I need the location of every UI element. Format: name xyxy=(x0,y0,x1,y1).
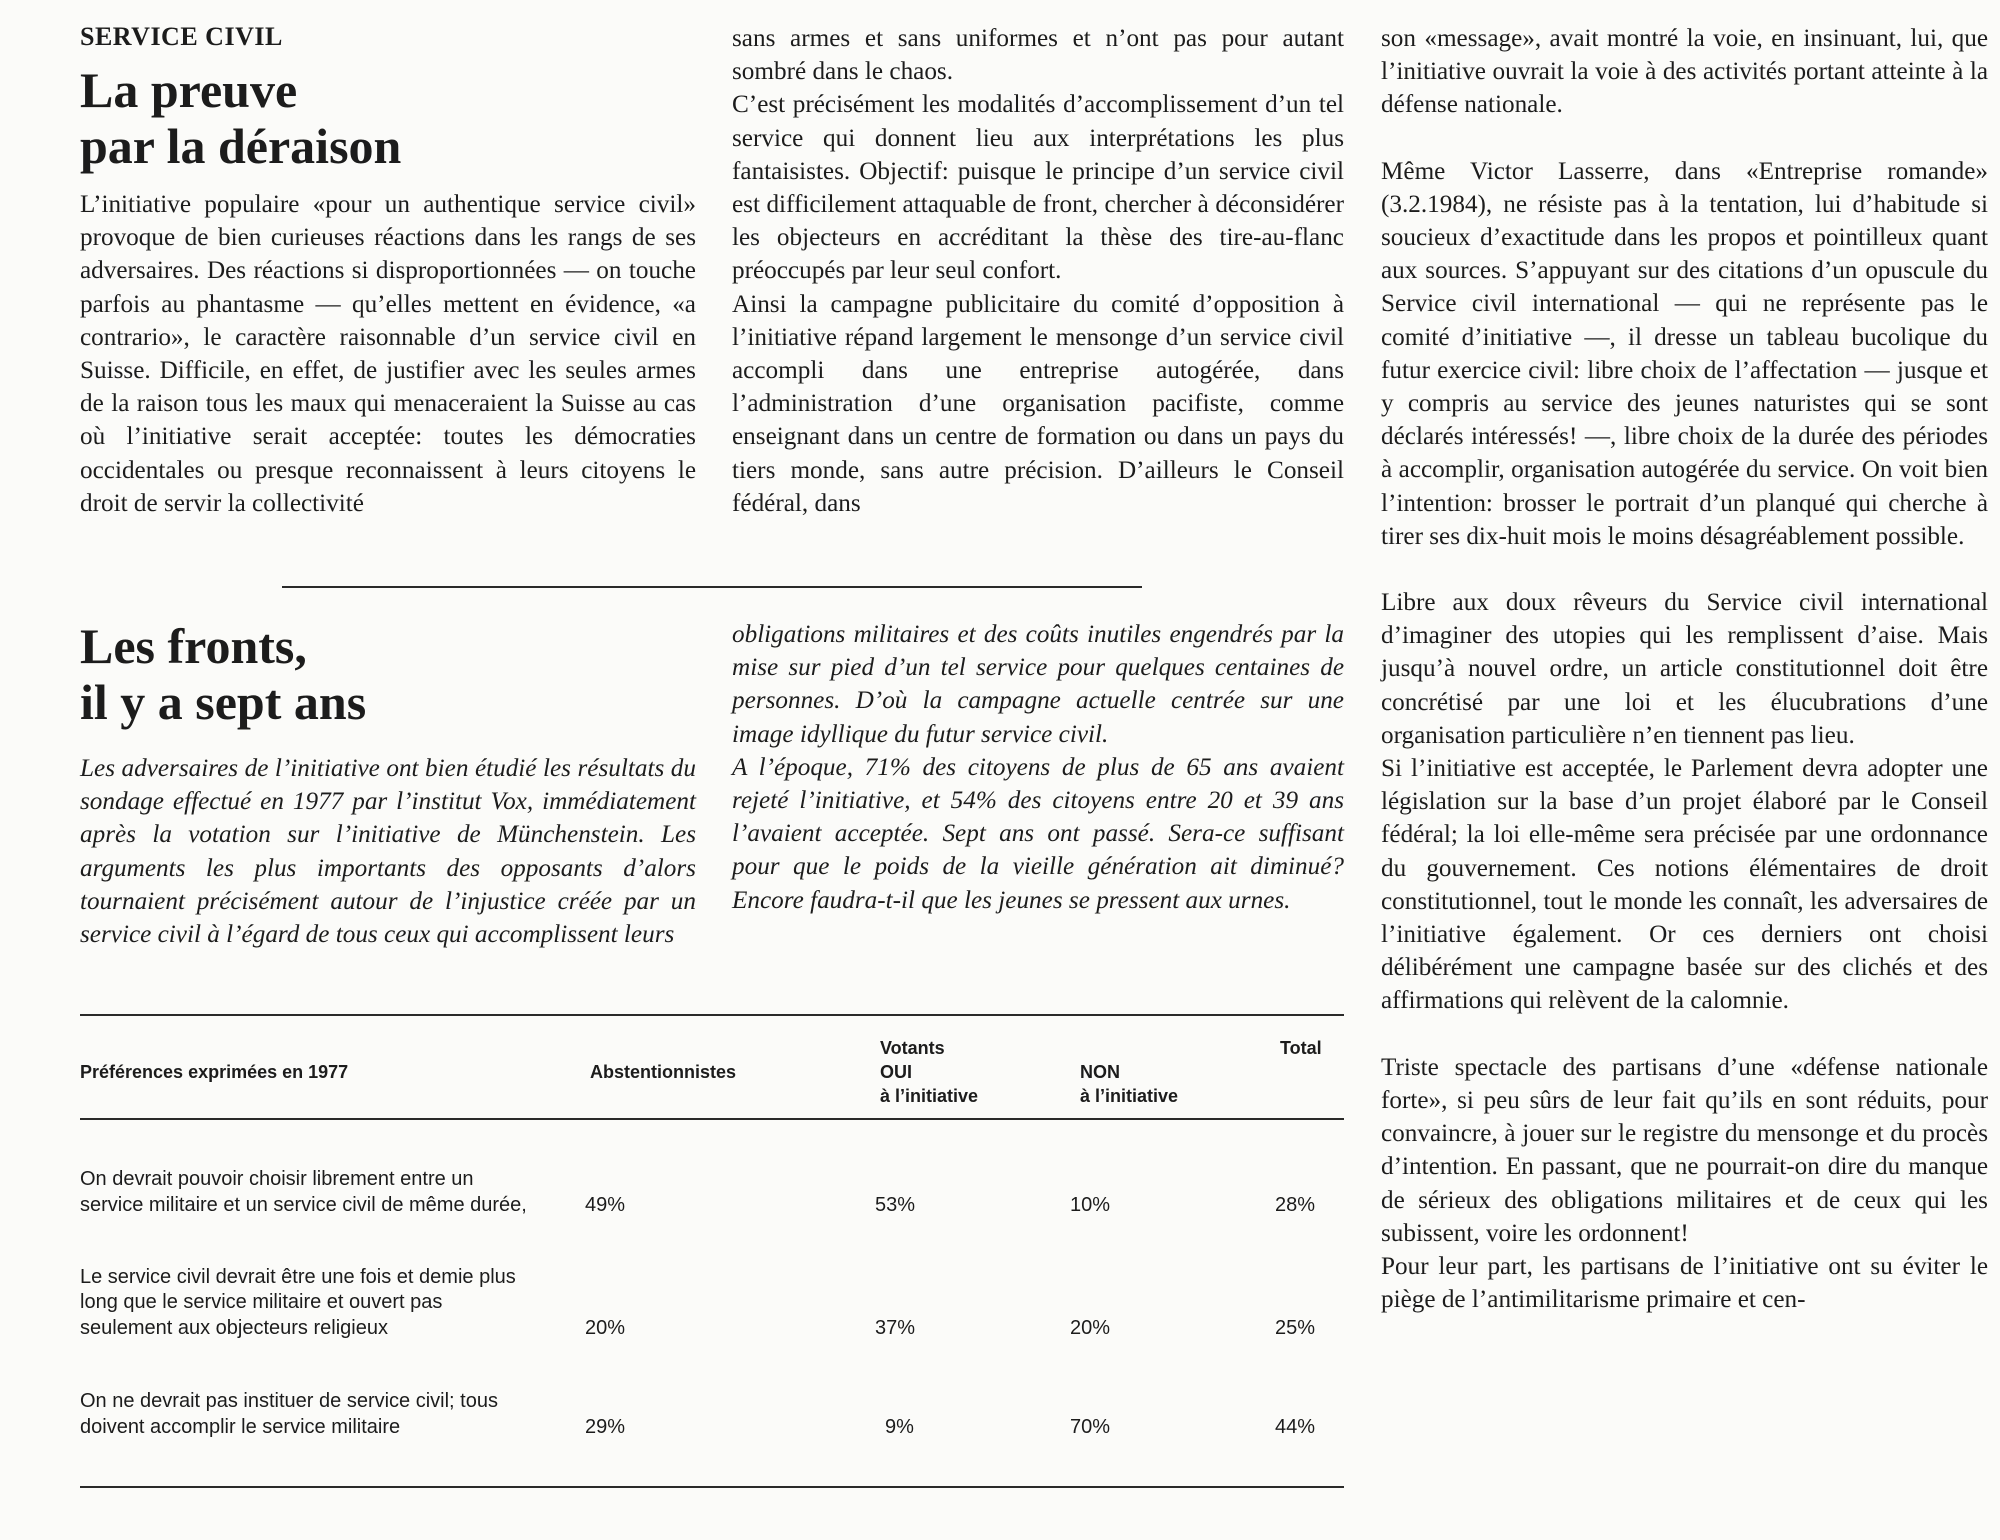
survey-table xyxy=(80,1014,1344,1488)
table-row xyxy=(80,1362,1344,1440)
sidebar-title xyxy=(80,618,366,730)
paragraph: Ainsi la campagne publicitaire du comité d’opposition à l’initiative répand largement le mensonge d’un service civil accompli dans une entreprise autogérée, dans l’administration d’une organisation pacifiste, comme enseignant dans un centre de formation ou dans un pays du tiers monde, sans autre précision. D’ailleurs le Conseil fédéral, dans xyxy=(732,290,1344,517)
cell-total: 25% xyxy=(1275,1316,1316,1339)
article-column-2 xyxy=(732,22,1344,520)
table-row xyxy=(80,1238,1344,1341)
cell-abstentionnistes: 49% xyxy=(585,1193,626,1216)
cell-non: 70% xyxy=(1070,1415,1111,1438)
header-non: NON xyxy=(1080,1062,1120,1082)
table-body xyxy=(80,1120,1344,1488)
header-oui: OUI xyxy=(880,1062,913,1082)
row-label: On devrait pouvoir choisir librement entre un service militaire et un service civil de même durée, xyxy=(80,1168,527,1216)
paragraph: Triste spectacle des partisans d’une «défense nationale forte», si peu sûrs de leur fait qu’ils en sont réduits, pour convaincre, à jouer sur le registre du mensonge et du procès d’intention. En passant, que ne pourrait-on dire du manque de sérieux des obligations militaires et de ceux qui les subissent, voire les ordonnent! xyxy=(1381,1053,1988,1247)
paragraph: son «message», avait montré la voie, en insinuant, lui, que l’initiative ouvrait la voie à des activités portant atteinte à la défense nationale. xyxy=(1381,25,1988,119)
cell-total: 44% xyxy=(1275,1415,1316,1438)
article-column-3 xyxy=(1381,22,1988,1316)
article-title-line-2: par la déraison xyxy=(80,118,402,174)
header-oui-sub: à l’initiative xyxy=(880,1086,979,1106)
paragraph: Si l’initiative est acceptée, le Parlement devra adopter une législation sur la base d’un projet élaboré par le Conseil fédéral; la loi elle-même sera précisée par une ordonnance du gouvernement. Ces notions élémentaires de droit constitutionnel, tout le monde les connaît, les adversaires de l’initiative également. Or ces derniers ont choisi délibérément une campagne basée sur des clichés et des affirmations qui relèvent de la calomnie. xyxy=(1381,755,1988,1015)
article-title xyxy=(80,62,401,174)
paragraph: sans armes et sans uniformes et n’ont pas pour autant sombré dans le chaos. xyxy=(732,25,1344,86)
paragraph: Pour leur part, les partisans de l’initiative ont su éviter le piège de l’antimilitarisme primaire et cen- xyxy=(1381,1252,1988,1314)
cell-oui: 9% xyxy=(885,1415,914,1438)
header-abstentionnistes: Abstentionnistes xyxy=(590,1062,737,1082)
section-label: SERVICE CIVIL xyxy=(80,22,283,51)
cell-non: 10% xyxy=(1070,1193,1111,1216)
header-votants: Votants xyxy=(880,1038,945,1058)
cell-non: 20% xyxy=(1070,1316,1111,1339)
cell-oui: 37% xyxy=(875,1316,916,1339)
header-preferences: Préférences exprimées en 1977 xyxy=(80,1062,349,1082)
table-row xyxy=(80,1140,1344,1218)
header-total: Total xyxy=(1280,1038,1322,1058)
cell-abstentionnistes: 29% xyxy=(585,1415,626,1438)
header-non-sub: à l’initiative xyxy=(1080,1086,1179,1106)
paragraph: Même Victor Lasserre, dans «Entreprise romande» (3.2.1984), ne résiste pas à la tentation, lui d’habitude si soucieux d’exactitude dans les propos et pointilleux quant aux sources. S’appuyant sur des citations d’un opuscule du Service civil international — qui ne représente pas le comité d’initiative —, il dresse un tableau bucolique du futur exercice civil: libre choix de l’affectation — jusque et y compris au service des jeunes naturistes qui se sont déclarés intéressés! —, libre choix de la durée des périodes à accomplir, organisation autogérée du service. On voit bien l’intention: brosser le portrait d’un planqué qui cherche à tirer ses dix-huit mois le moins désagréablement possible. xyxy=(1381,157,1988,550)
row-label: On ne devrait pas instituer de service civil; tous doivent accomplir le service militaire xyxy=(80,1390,498,1438)
article-title-line-1: La preuve xyxy=(80,62,298,118)
sidebar-title-line-1: Les fronts, xyxy=(80,618,307,674)
cell-total: 28% xyxy=(1275,1193,1316,1216)
article-column-1 xyxy=(80,188,696,520)
cell-oui: 53% xyxy=(875,1193,916,1216)
table-header xyxy=(80,1016,1344,1120)
paragraph: Les adversaires de l’initiative ont bien étudié les résultats du sondage effectué en 1977 par l’institut Vox, immédiatement après la votation sur l’initiative de Münchenstein. Les arguments les plus importants des opposants d’alors tournaient précisément autour de l’injustice créée par un service civil à l’égard de tous ceux qui accomplissent leurs xyxy=(80,755,696,949)
paragraph: L’initiative populaire «pour un authentique service civil» provoque de bien curieuses réactions dans les rangs de ses adversaires. Des réactions si disproportionnées — on touche parfois au phantasme — qu’elles mettent en évidence, «a contrario», le caractère raisonnable d’un service civil en Suisse. Difficile, en effet, de justifier avec les seules armes de la raison tous les maux qui menaceraient la Suisse au cas où l’initiative serait acceptée: toutes les démocraties occidentales ou presque reconnaissent à leurs citoyens le droit de servir la collectivité xyxy=(80,191,696,517)
section-divider xyxy=(282,586,1142,588)
sidebar-column-2 xyxy=(732,618,1344,917)
paragraph: Libre aux doux rêveurs du Service civil international d’imaginer des utopies qui les remplissent d’aise. Mais jusqu’à nouvel ordre, un article constitutionnel doit être concrétisé par une loi et les élucubrations d’une organisation particulière n’en tiennent pas lieu. xyxy=(1381,589,1988,749)
paragraph: C’est précisément les modalités d’accomplissement d’un tel service qui donnent lieu aux interprétations les plus fantaisistes. Objectif: puisque le principe d’un service civil est difficilement attaquable de front, chercher à déconsidérer les objecteurs en accréditant la thèse des tire-au-flanc préoccupés par leur seul confort. xyxy=(732,91,1344,285)
cell-abstentionnistes: 20% xyxy=(585,1316,626,1339)
paragraph: A l’époque, 71% des citoyens de plus de 65 ans avaient rejeté l’initiative, et 54% des citoyens entre 20 et 39 ans l’avaient acceptée. Sept ans ont passé. Sera-ce suffisant pour que le poids de la vieille génération ait diminué? Encore faudra-t-il que les jeunes se pressent aux urnes. xyxy=(732,753,1344,914)
row-label: Le service civil devrait être une fois et demie plus long que le service militaire et ouvert pas seulement aux objecteurs religieux xyxy=(80,1265,516,1339)
sidebar-title-line-2: il y a sept ans xyxy=(80,674,367,730)
sidebar-column-1 xyxy=(80,752,696,951)
paragraph: obligations militaires et des coûts inutiles engendrés par la mise sur pied d’un tel service pour quelques centaines de personnes. D’où la campagne actuelle centrée sur une image idyllique du futur service civil. xyxy=(732,621,1344,748)
